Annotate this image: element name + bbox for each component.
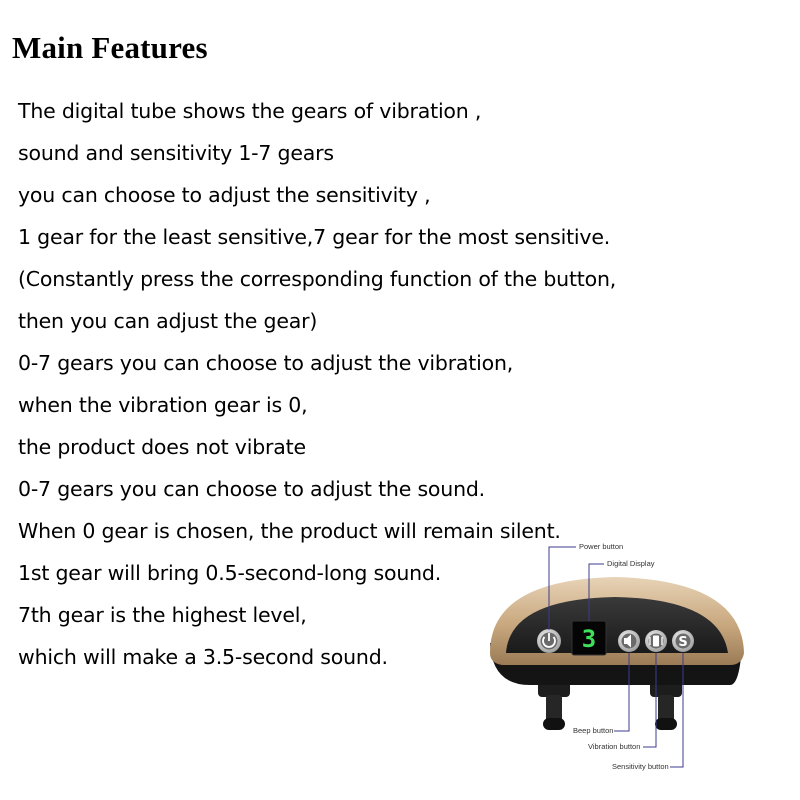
svg-text:S: S <box>678 635 688 650</box>
power-button <box>537 629 561 653</box>
feature-line: 1st gear will bring 0.5-second-long sound. <box>18 561 442 585</box>
feature-line: when the vibration gear is 0, <box>18 393 308 417</box>
feature-line: the product does not vibrate <box>18 435 306 459</box>
vibration-button-label: Vibration button <box>588 742 641 751</box>
beep-button <box>618 630 640 652</box>
display-digit: 3 <box>581 625 597 653</box>
feature-line: sound and sensitivity 1-7 gears <box>18 141 334 165</box>
feature-line: 7th gear is the highest level, <box>18 603 307 627</box>
feature-line: then you can adjust the gear) <box>18 309 318 333</box>
vibration-button <box>645 630 667 652</box>
sensitivity-button <box>672 630 694 652</box>
power-button-label: Power button <box>579 542 624 551</box>
feature-line: 0-7 gears you can choose to adjust the sound. <box>18 477 485 501</box>
feature-line: (Constantly press the corresponding function of the button, <box>18 267 617 291</box>
feature-line: you can choose to adjust the sensitivity , <box>18 183 431 207</box>
feature-line: 0-7 gears you can choose to adjust the vibration, <box>18 351 514 375</box>
page-title: Main Features <box>12 30 208 65</box>
feature-line: The digital tube shows the gears of vibration , <box>18 99 482 123</box>
device-diagram <box>480 535 780 785</box>
beep-button-label: Beep button <box>573 726 614 735</box>
feature-line: which will make a 3.5-second sound. <box>18 645 388 669</box>
digital-display <box>572 621 606 655</box>
sensitivity-button-label: Sensitivity button <box>612 762 669 771</box>
feature-line: When 0 gear is chosen, the product will remain silent. <box>18 519 561 543</box>
feature-line: 1 gear for the least sensitive,7 gear for the most sensitive. <box>18 225 611 249</box>
digital-display-label: Digital Display <box>607 559 655 568</box>
